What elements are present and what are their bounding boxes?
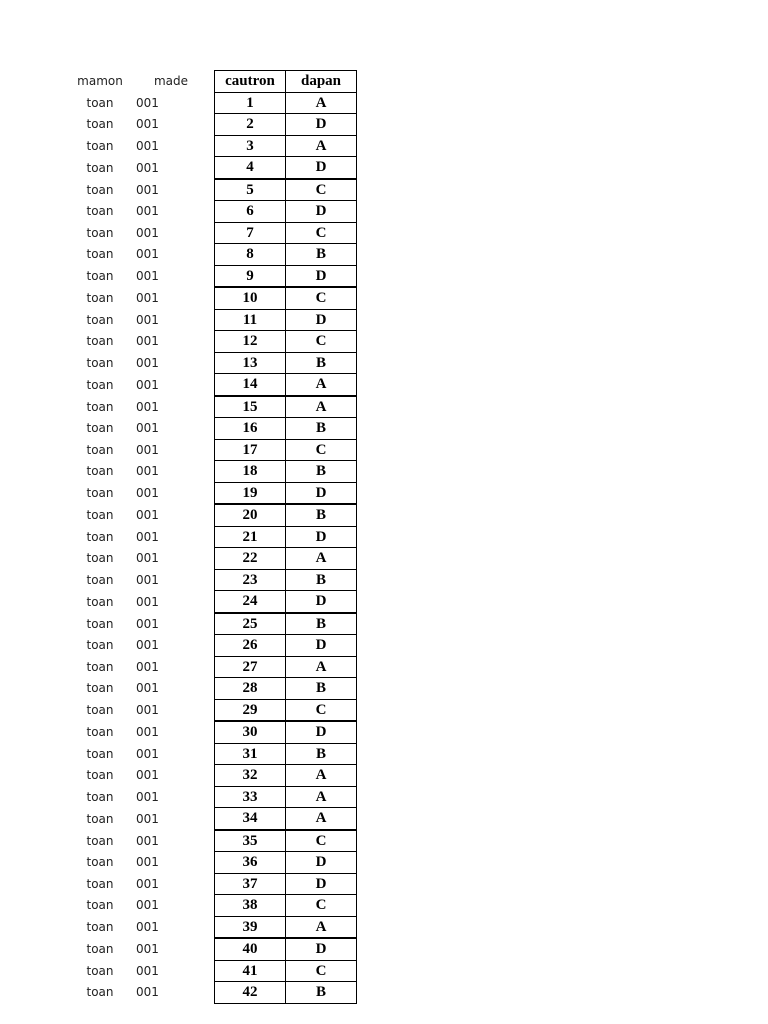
cell-made[interactable]: 001 <box>136 876 159 891</box>
cell-made[interactable]: 001 <box>136 659 159 674</box>
table-row <box>64 591 357 613</box>
table-row <box>64 309 357 331</box>
cell-made[interactable]: 001 <box>136 681 159 696</box>
cell-cautron[interactable]: 13 <box>215 352 286 374</box>
table-row <box>64 548 357 570</box>
cell-cautron[interactable]: 14 <box>215 374 286 396</box>
cell-cautron[interactable]: 22 <box>215 548 286 570</box>
cell-made[interactable]: 001 <box>136 551 159 566</box>
table-row <box>64 396 357 418</box>
cell-dapan[interactable]: D <box>286 482 357 504</box>
cell-dapan[interactable]: C <box>286 439 357 461</box>
cell-mamon[interactable]: toan <box>86 768 114 783</box>
table-row <box>64 526 357 548</box>
cell-made[interactable]: 001 <box>136 225 159 240</box>
cell-dapan[interactable]: B <box>286 352 357 374</box>
cell-dapan[interactable]: B <box>286 461 357 483</box>
cell-mamon[interactable]: toan <box>86 204 114 219</box>
cell-made[interactable]: 001 <box>136 703 159 717</box>
cell-dapan[interactable]: A <box>286 548 357 570</box>
cell-made[interactable]: 001 <box>136 138 159 153</box>
cell-dapan[interactable]: A <box>286 916 357 938</box>
table-row <box>64 765 357 787</box>
cell-mamon[interactable]: toan <box>86 334 114 349</box>
cell-dapan[interactable]: D <box>286 591 357 613</box>
table-row <box>64 743 357 765</box>
cell-made[interactable]: 001 <box>136 95 159 110</box>
cell-made[interactable]: 001 <box>136 985 159 1000</box>
cell-cautron[interactable]: 25 <box>215 613 286 635</box>
cell-cautron[interactable]: 4 <box>215 157 286 179</box>
cell-cautron[interactable]: 35 <box>215 830 286 852</box>
cell-cautron[interactable]: 20 <box>215 504 286 526</box>
cell-cautron[interactable]: 24 <box>215 591 286 613</box>
cell-made[interactable]: 001 <box>136 334 159 349</box>
table-row <box>64 938 357 960</box>
cell-dapan[interactable]: B <box>286 678 357 700</box>
cell-cautron[interactable]: 1 <box>215 92 286 114</box>
cell-mamon[interactable]: toan <box>86 963 114 978</box>
cell-cautron[interactable]: 21 <box>215 526 286 548</box>
cell-made[interactable]: 001 <box>136 486 159 500</box>
cell-mamon[interactable]: toan <box>86 312 114 327</box>
cell-made[interactable]: 001 <box>136 464 159 479</box>
cell-made[interactable]: 001 <box>136 594 159 609</box>
cell-dapan[interactable]: B <box>286 613 357 635</box>
cell-dapan[interactable]: A <box>286 374 357 396</box>
cell-dapan[interactable]: A <box>286 135 357 157</box>
cell-cautron[interactable]: 12 <box>215 331 286 353</box>
cell-cautron[interactable]: 15 <box>215 396 286 418</box>
cell-made[interactable]: 001 <box>136 312 159 327</box>
cell-cautron[interactable]: 9 <box>215 265 286 287</box>
answer-key-table <box>64 70 357 1004</box>
cell-cautron[interactable]: 16 <box>215 418 286 440</box>
answer-key-table-body <box>64 71 357 1004</box>
header-made[interactable]: made <box>153 74 189 89</box>
cell-cautron[interactable]: 28 <box>215 678 286 700</box>
cell-mamon[interactable]: toan <box>86 486 114 500</box>
cell-made[interactable]: 001 <box>136 833 159 848</box>
cell-dapan[interactable]: B <box>286 418 357 440</box>
table-row <box>64 265 357 287</box>
cell-cautron[interactable]: 10 <box>215 287 286 309</box>
table-row <box>64 482 357 504</box>
table-row <box>64 873 357 895</box>
cell-mamon[interactable]: toan <box>86 746 114 761</box>
cell-cautron[interactable]: 17 <box>215 439 286 461</box>
table-row <box>64 418 357 440</box>
cell-made[interactable]: 001 <box>136 811 159 826</box>
cell-dapan[interactable]: A <box>286 92 357 114</box>
cell-cautron[interactable]: 32 <box>215 765 286 787</box>
header-cautron[interactable]: cautron <box>215 71 286 93</box>
cell-mamon[interactable]: toan <box>86 681 114 696</box>
cell-cautron[interactable]: 42 <box>215 982 286 1004</box>
table-row <box>64 504 357 526</box>
table-row <box>64 179 357 201</box>
cell-dapan[interactable]: B <box>286 569 357 591</box>
table-row <box>64 830 357 852</box>
cell-made[interactable]: 001 <box>136 399 159 414</box>
cell-mamon[interactable]: toan <box>86 725 114 739</box>
cell-cautron[interactable]: 18 <box>215 461 286 483</box>
cell-dapan[interactable]: B <box>286 244 357 266</box>
cell-mamon[interactable]: toan <box>86 182 114 197</box>
cell-mamon[interactable]: toan <box>86 269 114 283</box>
cell-made[interactable]: 001 <box>136 508 159 522</box>
cell-cautron[interactable]: 23 <box>215 569 286 591</box>
cell-made[interactable]: 001 <box>136 789 159 804</box>
table-row <box>64 916 357 938</box>
cell-mamon[interactable]: toan <box>86 551 114 566</box>
cell-mamon[interactable]: toan <box>86 355 114 370</box>
table-row <box>64 895 357 917</box>
cell-cautron[interactable]: 11 <box>215 309 286 331</box>
table-row <box>64 635 357 657</box>
cell-made[interactable]: 001 <box>136 421 159 436</box>
cell-mamon[interactable]: toan <box>86 442 114 457</box>
cell-made[interactable]: 001 <box>136 768 159 783</box>
cell-cautron[interactable]: 38 <box>215 895 286 917</box>
cell-dapan[interactable]: D <box>286 157 357 179</box>
cell-made[interactable]: 001 <box>136 247 159 262</box>
table-row <box>64 374 357 396</box>
cell-mamon[interactable]: toan <box>86 855 114 870</box>
cell-made[interactable]: 001 <box>136 638 159 653</box>
cell-dapan[interactable]: C <box>286 331 357 353</box>
header-mamon[interactable]: mamon <box>77 74 123 89</box>
cell-dapan[interactable]: C <box>286 222 357 244</box>
cell-dapan[interactable]: C <box>286 179 357 201</box>
cell-dapan[interactable]: D <box>286 635 357 657</box>
cell-mamon[interactable]: toan <box>86 616 114 631</box>
cell-made[interactable]: 001 <box>136 204 159 219</box>
cell-mamon[interactable]: toan <box>86 898 114 913</box>
cell-cautron[interactable]: 7 <box>215 222 286 244</box>
cell-mamon[interactable]: toan <box>86 138 114 153</box>
cell-dapan[interactable]: D <box>286 526 357 548</box>
cell-cautron[interactable]: 29 <box>215 699 286 721</box>
cell-made[interactable]: 001 <box>136 746 159 761</box>
cell-cautron[interactable]: 2 <box>215 114 286 136</box>
cell-mamon[interactable]: toan <box>86 160 114 175</box>
table-row <box>64 461 357 483</box>
table-row <box>64 699 357 721</box>
cell-mamon[interactable]: toan <box>86 508 114 522</box>
cell-dapan[interactable]: D <box>286 201 357 223</box>
cell-mamon[interactable]: toan <box>86 399 114 414</box>
cell-made[interactable]: 001 <box>136 117 159 132</box>
cell-cautron[interactable]: 30 <box>215 721 286 743</box>
cell-made[interactable]: 001 <box>136 291 159 305</box>
cell-dapan[interactable]: D <box>286 721 357 743</box>
cell-dapan[interactable]: C <box>286 287 357 309</box>
cell-cautron[interactable]: 40 <box>215 938 286 960</box>
cell-dapan[interactable]: A <box>286 786 357 808</box>
table-row <box>64 287 357 309</box>
header-dapan[interactable]: dapan <box>286 71 357 93</box>
cell-dapan[interactable]: B <box>286 982 357 1004</box>
cell-made[interactable]: 001 <box>136 855 159 870</box>
cell-made[interactable]: 001 <box>136 355 159 370</box>
cell-cautron[interactable]: 5 <box>215 179 286 201</box>
table-row <box>64 201 357 223</box>
cell-made[interactable]: 001 <box>136 920 159 934</box>
table-row <box>64 569 357 591</box>
table-row <box>64 721 357 743</box>
cell-cautron[interactable]: 19 <box>215 482 286 504</box>
cell-mamon[interactable]: toan <box>86 291 114 305</box>
cell-dapan[interactable]: C <box>286 960 357 982</box>
cell-cautron[interactable]: 6 <box>215 201 286 223</box>
cell-made[interactable]: 001 <box>136 942 159 956</box>
cell-cautron[interactable]: 33 <box>215 786 286 808</box>
cell-cautron[interactable]: 34 <box>215 808 286 830</box>
cell-mamon[interactable]: toan <box>86 225 114 240</box>
cell-dapan[interactable]: A <box>286 808 357 830</box>
table-row <box>64 678 357 700</box>
cell-cautron[interactable]: 26 <box>215 635 286 657</box>
header-row <box>64 71 357 93</box>
cell-cautron[interactable]: 31 <box>215 743 286 765</box>
cell-dapan[interactable]: D <box>286 265 357 287</box>
cell-mamon[interactable]: toan <box>86 811 114 826</box>
cell-made[interactable]: 001 <box>136 160 159 175</box>
cell-mamon[interactable]: toan <box>86 594 114 609</box>
cell-made[interactable]: 001 <box>136 572 159 587</box>
cell-cautron[interactable]: 39 <box>215 916 286 938</box>
cell-dapan[interactable]: B <box>286 743 357 765</box>
cell-made[interactable]: 001 <box>136 725 159 739</box>
cell-mamon[interactable]: toan <box>86 377 114 392</box>
cell-cautron[interactable]: 36 <box>215 852 286 874</box>
table-row <box>64 135 357 157</box>
cell-mamon[interactable]: toan <box>86 985 114 1000</box>
cell-mamon[interactable]: toan <box>86 659 114 674</box>
table-row <box>64 222 357 244</box>
cell-dapan[interactable]: D <box>286 938 357 960</box>
cell-dapan[interactable]: C <box>286 699 357 721</box>
cell-mamon[interactable]: toan <box>86 117 114 132</box>
cell-cautron[interactable]: 27 <box>215 656 286 678</box>
table-row <box>64 960 357 982</box>
cell-mamon[interactable]: toan <box>86 421 114 436</box>
cell-made[interactable]: 001 <box>136 616 159 631</box>
cell-dapan[interactable]: D <box>286 114 357 136</box>
cell-made[interactable]: 001 <box>136 377 159 392</box>
table-row <box>64 656 357 678</box>
cell-mamon[interactable]: toan <box>86 920 114 934</box>
cell-cautron[interactable]: 37 <box>215 873 286 895</box>
cell-mamon[interactable]: toan <box>86 876 114 891</box>
cell-dapan[interactable]: D <box>286 873 357 895</box>
cell-mamon[interactable]: toan <box>86 833 114 848</box>
cell-made[interactable]: 001 <box>136 963 159 978</box>
cell-mamon[interactable]: toan <box>86 572 114 587</box>
table-row <box>64 352 357 374</box>
table-row <box>64 439 357 461</box>
cell-cautron[interactable]: 41 <box>215 960 286 982</box>
table-row <box>64 92 357 114</box>
cell-mamon[interactable]: toan <box>86 247 114 262</box>
cell-dapan[interactable]: D <box>286 852 357 874</box>
cell-dapan[interactable]: D <box>286 309 357 331</box>
cell-cautron[interactable]: 8 <box>215 244 286 266</box>
table-row <box>64 331 357 353</box>
table-row <box>64 786 357 808</box>
cell-mamon[interactable]: toan <box>86 464 114 479</box>
cell-mamon[interactable]: toan <box>86 703 114 717</box>
cell-dapan[interactable]: B <box>286 504 357 526</box>
cell-made[interactable]: 001 <box>136 269 159 283</box>
cell-mamon[interactable]: toan <box>86 529 114 544</box>
cell-dapan[interactable]: A <box>286 765 357 787</box>
cell-made[interactable]: 001 <box>136 898 159 913</box>
cell-made[interactable]: 001 <box>136 182 159 197</box>
table-row <box>64 114 357 136</box>
cell-mamon[interactable]: toan <box>86 942 114 956</box>
table-row <box>64 244 357 266</box>
cell-mamon[interactable]: toan <box>86 789 114 804</box>
table-row <box>64 982 357 1004</box>
cell-dapan[interactable]: A <box>286 656 357 678</box>
table-row <box>64 613 357 635</box>
cell-mamon[interactable]: toan <box>86 638 114 653</box>
cell-dapan[interactable]: C <box>286 895 357 917</box>
cell-made[interactable]: 001 <box>136 529 159 544</box>
cell-dapan[interactable]: A <box>286 396 357 418</box>
table-row <box>64 808 357 830</box>
cell-cautron[interactable]: 3 <box>215 135 286 157</box>
cell-mamon[interactable]: toan <box>86 95 114 110</box>
table-row <box>64 852 357 874</box>
cell-dapan[interactable]: C <box>286 830 357 852</box>
cell-made[interactable]: 001 <box>136 442 159 457</box>
table-row <box>64 157 357 179</box>
